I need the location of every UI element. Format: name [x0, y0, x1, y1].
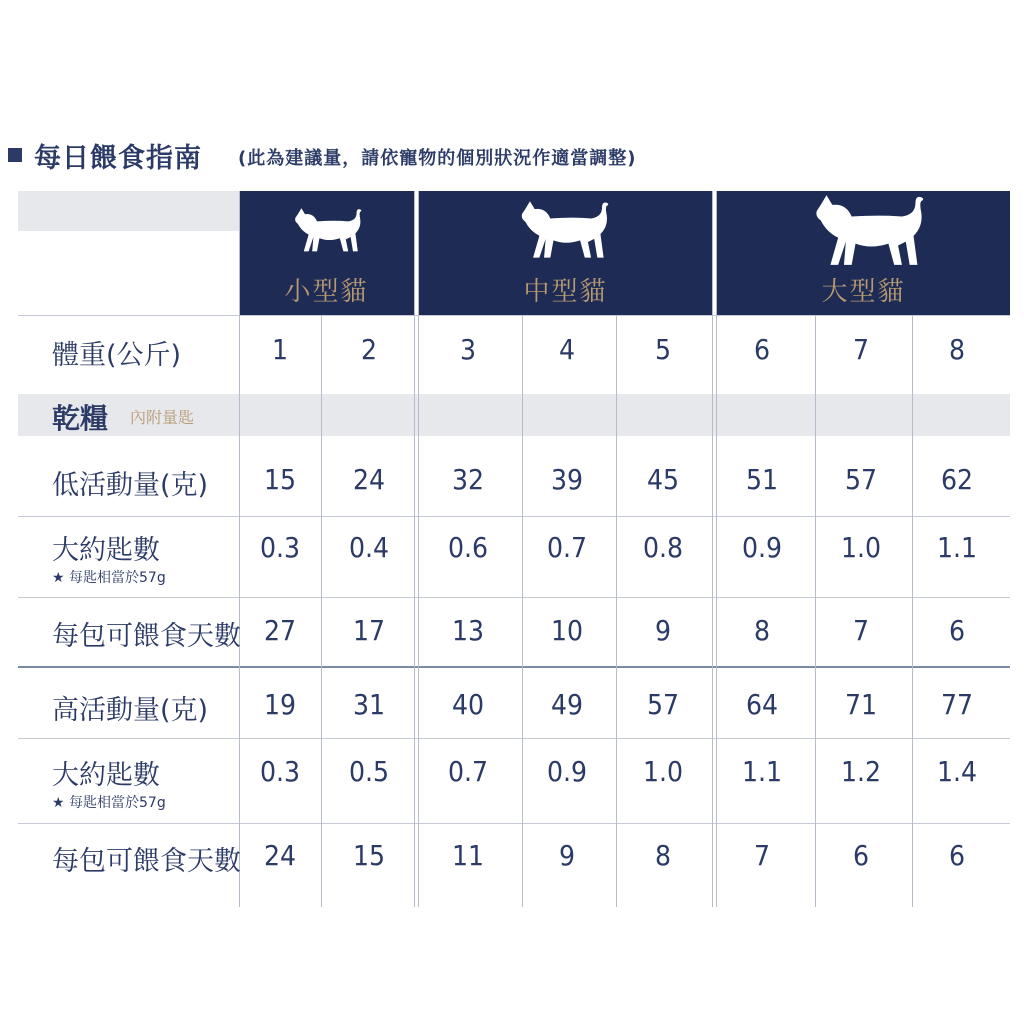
- high-days-cell: 6: [948, 839, 966, 872]
- low-days-cell: 9: [654, 614, 672, 647]
- low-scoops-cell: 0.3: [259, 531, 301, 564]
- low-days-cell: 8: [753, 614, 771, 647]
- high-scoops-cell: 0.5: [348, 755, 390, 788]
- low-grams-cell: 39: [550, 463, 584, 496]
- high-days-cell: 8: [654, 839, 672, 872]
- column-divider: [321, 315, 322, 907]
- high-scoops-cell: 1.4: [936, 755, 978, 788]
- high-days-cell: 7: [753, 839, 771, 872]
- high-scoops-cell: 0.9: [546, 755, 588, 788]
- weight-cell: 1: [271, 333, 289, 366]
- high-scoops-note: ★ 每匙相當於57g: [52, 795, 166, 811]
- high-grams-cell: 57: [646, 688, 680, 721]
- low-scoops-cell: 0.6: [447, 531, 489, 564]
- high-scoops-cell: 1.1: [741, 755, 783, 788]
- low-scoops-cell: 1.0: [840, 531, 882, 564]
- cat-small-icon: [293, 205, 365, 257]
- weight-cell: 7: [852, 333, 870, 366]
- low-days-cell: 17: [352, 614, 386, 647]
- row-divider: [18, 516, 1010, 517]
- header-label-large: 大型貓: [821, 277, 906, 307]
- low-grams-cell: 45: [646, 463, 680, 496]
- column-divider: [712, 191, 713, 907]
- low-grams-cell: 57: [844, 463, 878, 496]
- high-grams-cell: 71: [844, 688, 878, 721]
- high-scoops-label: 大約匙數: [52, 760, 160, 791]
- page-title: 每日餵食指南: [34, 143, 202, 174]
- column-divider: [912, 315, 913, 907]
- low-scoops-cell: 0.7: [546, 531, 588, 564]
- column-divider: [522, 315, 523, 907]
- cat-large-icon: [813, 189, 929, 275]
- page-subtitle: (此為建議量，請依寵物的個別狀況作適當調整): [238, 148, 637, 169]
- low-days-cell: 27: [263, 614, 297, 647]
- header-label-small: 小型貓: [284, 277, 369, 307]
- low-scoops-cell: 0.9: [741, 531, 783, 564]
- weight-cell: 5: [654, 333, 672, 366]
- dry-food-label: 乾糧: [52, 402, 109, 435]
- low-scoops-label: 大約匙數: [52, 535, 160, 566]
- high-days-cell: 9: [558, 839, 576, 872]
- high-days-cell: 15: [352, 839, 386, 872]
- dry-food-sublabel: 內附量匙: [130, 408, 195, 427]
- low-scoops-cell: 0.8: [642, 531, 684, 564]
- high-grams-cell: 40: [451, 688, 485, 721]
- column-divider: [716, 191, 717, 907]
- header-spacer: [18, 191, 239, 231]
- cat-medium-icon: [519, 195, 613, 267]
- low-grams-cell: 32: [451, 463, 485, 496]
- header-large-cat: [717, 191, 1010, 315]
- low-days-cell: 6: [948, 614, 966, 647]
- header-medium-cat: [419, 191, 712, 315]
- high-days-cell: 24: [263, 839, 297, 872]
- column-divider: [815, 315, 816, 907]
- low-days-cell: 13: [451, 614, 485, 647]
- row-divider: [18, 315, 1010, 316]
- high-scoops-cell: 1.2: [840, 755, 882, 788]
- section-divider: [18, 666, 1010, 668]
- column-divider: [414, 191, 415, 907]
- row-divider: [18, 823, 1010, 824]
- low-grams-cell: 15: [263, 463, 297, 496]
- low-grams-cell: 51: [745, 463, 779, 496]
- header-small-cat: [239, 191, 414, 315]
- weight-cell: 2: [360, 333, 378, 366]
- low-days-cell: 7: [852, 614, 870, 647]
- low-days-label: 每包可餵食天數: [52, 621, 241, 652]
- low-scoops-cell: 1.1: [936, 531, 978, 564]
- weight-cell: 4: [558, 333, 576, 366]
- high-grams-cell: 77: [940, 688, 974, 721]
- high-grams-cell: 19: [263, 688, 297, 721]
- high-grams-cell: 31: [352, 688, 386, 721]
- column-divider: [616, 315, 617, 907]
- low-scoops-note: ★ 每匙相當於57g: [52, 570, 166, 586]
- weight-cell: 6: [753, 333, 771, 366]
- high-scoops-cell: 0.7: [447, 755, 489, 788]
- low-grams-cell: 62: [940, 463, 974, 496]
- high-scoops-cell: 0.3: [259, 755, 301, 788]
- row-divider: [18, 738, 1010, 739]
- row-divider: [18, 597, 1010, 598]
- low-grams-cell: 24: [352, 463, 386, 496]
- column-divider: [418, 191, 419, 907]
- title-bullet-icon: [8, 148, 22, 162]
- low-days-cell: 10: [550, 614, 584, 647]
- high-activity-label: 高活動量(克): [52, 695, 209, 726]
- high-grams-cell: 64: [745, 688, 779, 721]
- low-activity-label: 低活動量(克): [52, 470, 209, 501]
- high-days-cell: 11: [451, 839, 485, 872]
- header-label-medium: 中型貓: [523, 277, 608, 307]
- high-days-cell: 6: [852, 839, 870, 872]
- high-days-label: 每包可餵食天數: [52, 846, 241, 877]
- high-scoops-cell: 1.0: [642, 755, 684, 788]
- high-grams-cell: 49: [550, 688, 584, 721]
- weight-cell: 3: [459, 333, 477, 366]
- low-scoops-cell: 0.4: [348, 531, 390, 564]
- weight-cell: 8: [948, 333, 966, 366]
- weight-row-label: 體重(公斤): [52, 340, 182, 371]
